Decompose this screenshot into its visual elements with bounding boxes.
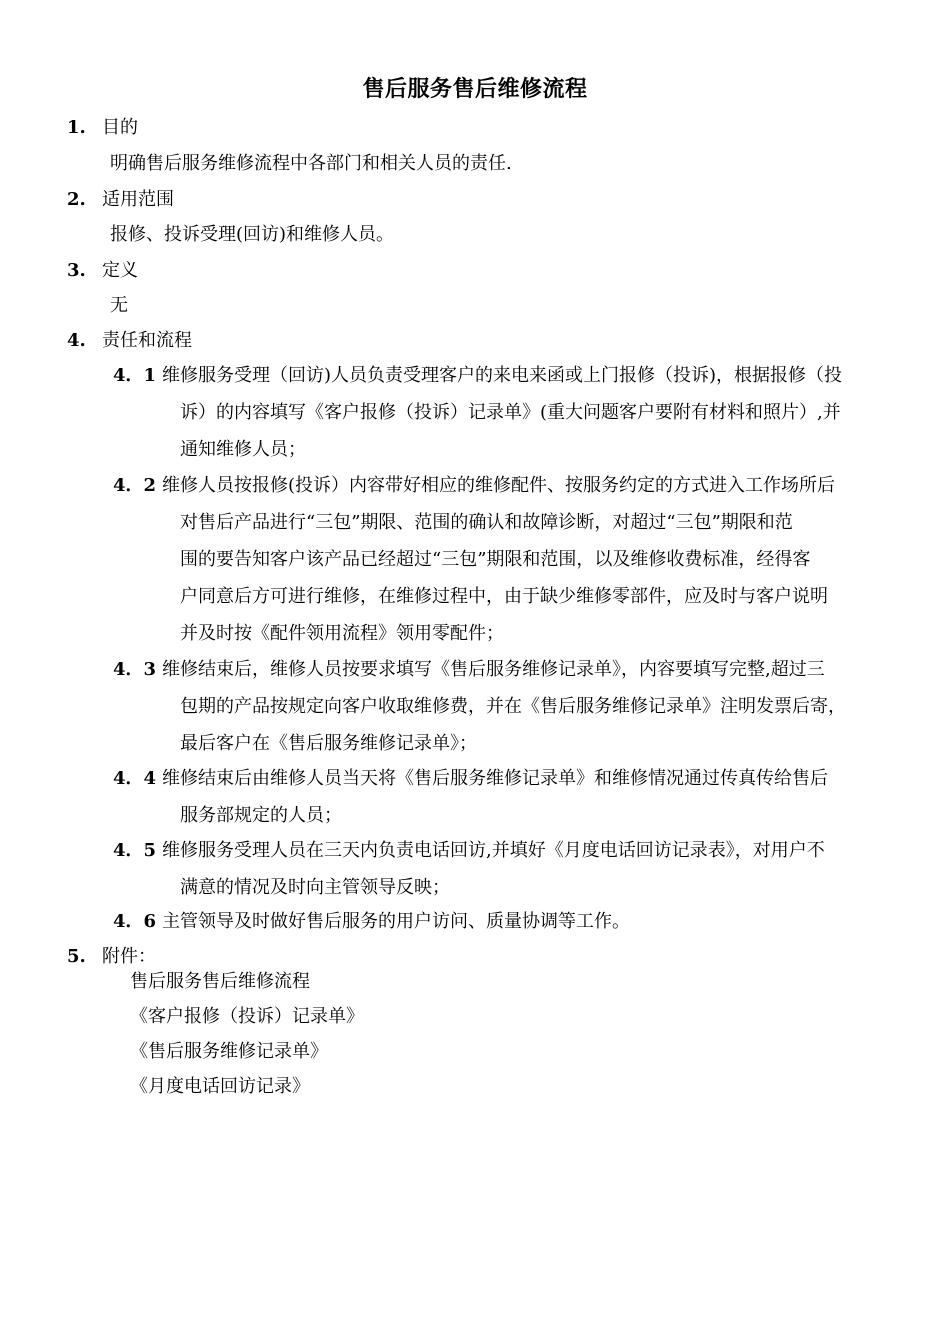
- document-title: 售后服务售后维修流程: [362, 77, 588, 102]
- subsection-line: 包期的产品按规定向客户收取维修费，并在《售后服务维修记录单》注明发票后寄，: [180, 696, 846, 717]
- subsection-line: 维修结束后由维修人员当天将《售后服务维修记录单》和维修情况通过传真传给售后: [162, 768, 828, 789]
- section-heading: 定义: [102, 260, 138, 281]
- subsection-label: 4．5: [113, 840, 157, 861]
- subsection-line: 维修服务受理（回访)人员负责受理客户的来电来函或上门报修（投诉)，根据报修（投: [162, 365, 843, 386]
- section-number: 2.: [67, 189, 86, 210]
- section-body: 明确售后服务维修流程中各部门和相关人员的责任.: [110, 153, 512, 174]
- subsection-line: 服务部规定的人员；: [180, 805, 342, 826]
- subsection-line: 维修服务受理人员在三天内负责电话回访,并填好《月度电话回访记录表》，对用户不: [162, 840, 825, 861]
- subsection-line: 最后客户在《售后服务维修记录单》；: [180, 733, 477, 754]
- subsection-line: 主管领导及时做好售后服务的用户访问、质量协调等工作。: [162, 911, 630, 932]
- attachment-item: 售后服务售后维修流程: [130, 971, 310, 992]
- subsection-label: 4．2: [113, 475, 157, 496]
- subsection: [113, 357, 882, 468]
- subsection-line: 围的要告知客户该产品已经超过“三包”期限和范围，以及维修收费标准，经得客: [180, 549, 811, 570]
- section-number: 1.: [67, 117, 86, 138]
- section-number: 3.: [67, 260, 86, 281]
- subsection: [113, 903, 882, 940]
- subsection-line: 对售后产品进行“三包”期限、范围的确认和故障诊断，对超过“三包”期限和范: [180, 512, 793, 533]
- subsection-label: 4．6: [113, 911, 157, 932]
- section-heading: 目的: [102, 117, 138, 138]
- attachment-item: 《月度电话回访记录》: [130, 1076, 310, 1097]
- subsection-line: 维修人员按报修(投诉）内容带好相应的维修配件、按服务约定的方式进入工作场所后: [162, 475, 836, 496]
- section-heading: 适用范围: [102, 189, 174, 210]
- subsection: [113, 760, 882, 834]
- subsection-label: 4．1: [113, 365, 157, 386]
- subsection-line: 户同意后方可进行维修，在维修过程中，由于缺少维修零部件，应及时与客户说明: [180, 586, 828, 607]
- section-number: 5.: [67, 946, 86, 967]
- attachment-item: 《客户报修（投诉）记录单》: [130, 1006, 364, 1027]
- subsection-label: 4．3: [113, 659, 157, 680]
- section-heading: 责任和流程: [102, 330, 192, 351]
- section-body: 报修、投诉受理(回访)和维修人员。: [110, 224, 395, 245]
- subsection-line: 诉）的内容填写《客户报修（投诉）记录单》(重大问题客户要附有材料和照片）,并: [180, 402, 841, 423]
- subsection-line: 满意的情况及时向主管领导反映；: [180, 877, 450, 898]
- section-body: 无: [110, 295, 128, 316]
- subsection-line: 并及时按《配件领用流程》领用零配件；: [180, 623, 504, 644]
- section-heading: 附件：: [102, 946, 156, 967]
- subsection-label: 4．4: [113, 768, 157, 789]
- subsection: [113, 832, 882, 906]
- subsection-line: 维修结束后，维修人员按要求填写《售后服务维修记录单》，内容要填写完整,超过三: [162, 659, 825, 680]
- subsection: [113, 651, 882, 762]
- subsection: [113, 467, 882, 652]
- attachment-item: 《售后服务维修记录单》: [130, 1041, 328, 1062]
- section-number: 4.: [67, 330, 86, 351]
- subsection-line: 通知维修人员；: [180, 439, 306, 460]
